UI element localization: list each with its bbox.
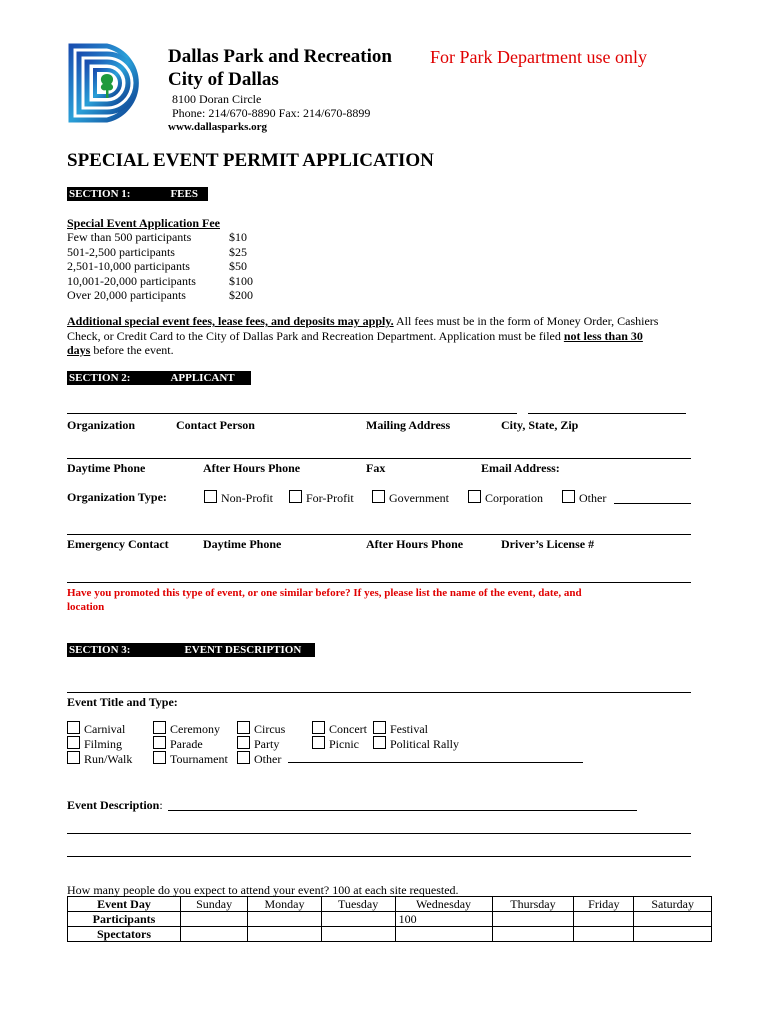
checkbox[interactable] xyxy=(312,736,325,749)
event-title-line[interactable] xyxy=(67,692,691,693)
label-city-state-zip: City, State, Zip xyxy=(501,418,579,432)
table-cell[interactable] xyxy=(321,912,395,927)
promoted-line[interactable] xyxy=(67,582,691,583)
fees-note: Additional special event fees, lease fees, and deposits may apply. All fees must be in the form of Money Order, Cashiers Check, or Credit Card to the City of Dallas Park and Recreation Department. Application must be filed not less than 30 days before the event. xyxy=(67,314,659,357)
row-label-spectators: Spectators xyxy=(68,927,181,942)
table-row xyxy=(68,912,712,927)
event-type-carnival[interactable]: Carnival xyxy=(67,721,132,736)
event-description-line-2[interactable] xyxy=(67,833,691,834)
table-cell[interactable] xyxy=(492,927,574,942)
label-emergency-contact: Emergency Contact xyxy=(67,537,169,551)
event-types-col2 xyxy=(153,721,228,766)
org-type-government[interactable]: Government xyxy=(372,490,449,506)
checkbox[interactable] xyxy=(153,721,166,734)
checkbox[interactable] xyxy=(372,490,385,503)
event-type-other-line[interactable] xyxy=(288,762,583,763)
checkbox[interactable] xyxy=(153,751,166,764)
event-type-ceremony[interactable]: Ceremony xyxy=(153,721,228,736)
fee-row: Few than 500 participants $10 xyxy=(67,230,247,244)
applicant-row2-line[interactable] xyxy=(67,458,691,459)
checkbox[interactable] xyxy=(237,736,250,749)
label-organization: Organization xyxy=(67,418,135,432)
header-event-day: Event Day xyxy=(68,897,181,912)
label-daytime-phone: Daytime Phone xyxy=(67,461,146,475)
label-emergency-after-hours-phone: After Hours Phone xyxy=(366,537,464,551)
table-cell[interactable] xyxy=(248,927,321,942)
checkbox[interactable] xyxy=(237,721,250,734)
label-after-hours-phone: After Hours Phone xyxy=(203,461,301,475)
checkbox[interactable] xyxy=(237,751,250,764)
applicant-row3-line[interactable] xyxy=(67,534,691,535)
event-type-run-walk[interactable]: Run/Walk xyxy=(67,751,132,766)
label-email-address: Email Address: xyxy=(481,461,560,475)
table-cell[interactable]: 100 xyxy=(395,912,492,927)
table-cell[interactable] xyxy=(181,912,248,927)
checkbox[interactable] xyxy=(289,490,302,503)
dallas-parks-logo xyxy=(67,42,149,124)
table-cell[interactable] xyxy=(492,912,574,927)
section-3-number: SECTION 3: xyxy=(69,644,131,656)
label-fax: Fax xyxy=(366,461,386,475)
section-2-name: APPLICANT xyxy=(170,372,235,384)
phone-fax: Phone: 214/670-8890 Fax: 214/670-8899 xyxy=(172,106,371,120)
section-1-number: SECTION 1: xyxy=(69,188,131,200)
checkbox[interactable] xyxy=(67,721,80,734)
fee-row: 10,001-20,000 participants $100 xyxy=(67,273,253,288)
org-type-other-line[interactable] xyxy=(614,503,691,504)
label-organization-type: Organization Type: xyxy=(67,490,167,504)
table-cell[interactable] xyxy=(248,912,321,927)
event-type-circus[interactable]: Circus xyxy=(237,721,285,736)
row-label-participants: Participants xyxy=(68,912,181,927)
event-type-concert[interactable]: Concert xyxy=(312,721,367,736)
table-cell[interactable] xyxy=(574,927,634,942)
event-type-tournament[interactable]: Tournament xyxy=(153,751,228,766)
section-3-name: EVENT DESCRIPTION xyxy=(184,644,302,656)
event-type-parade[interactable]: Parade xyxy=(153,736,228,751)
section-1-name: FEES xyxy=(170,188,198,200)
section-3-header xyxy=(67,643,315,657)
section-2-number: SECTION 2: xyxy=(69,372,131,384)
table-cell[interactable] xyxy=(574,912,634,927)
org-name: Dallas Park and Recreation xyxy=(168,46,392,67)
section-2-header xyxy=(67,371,251,385)
table-cell[interactable] xyxy=(181,927,248,942)
event-type-political-rally[interactable]: Political Rally xyxy=(373,736,459,751)
checkbox[interactable] xyxy=(373,736,386,749)
header-sunday: Sunday xyxy=(181,897,248,912)
checkbox[interactable] xyxy=(67,751,80,764)
document-title: SPECIAL EVENT PERMIT APPLICATION xyxy=(67,150,434,171)
table-cell[interactable] xyxy=(634,912,712,927)
park-dept-notice: For Park Department use only xyxy=(430,47,647,67)
table-cell[interactable] xyxy=(395,927,492,942)
checkbox[interactable] xyxy=(468,490,481,503)
applicant-row1-line[interactable] xyxy=(67,413,517,414)
fee-row: 501-2,500 participants $25 xyxy=(67,244,247,259)
event-type-party[interactable]: Party xyxy=(237,736,285,751)
table-row xyxy=(68,927,712,942)
promoted-question: Have you promoted this type of event, or one similar before? If yes, please list the name of the event, date, and location xyxy=(67,587,582,613)
header-friday: Friday xyxy=(574,897,634,912)
event-type-filming[interactable]: Filming xyxy=(67,736,132,751)
city-name: City of Dallas xyxy=(168,69,279,90)
table-row xyxy=(68,897,712,912)
event-type-festival[interactable]: Festival xyxy=(373,721,459,736)
city-state-zip-line[interactable] xyxy=(528,413,686,414)
event-type-other[interactable]: Other xyxy=(237,751,285,766)
table-cell[interactable] xyxy=(634,927,712,942)
event-type-picnic[interactable]: Picnic xyxy=(312,736,367,751)
label-drivers-license: Driver’s License # xyxy=(501,537,595,551)
fee-heading: Special Event Application Fee xyxy=(67,216,220,230)
fee-row: 2,501-10,000 participants $50 xyxy=(67,259,247,273)
checkbox[interactable] xyxy=(373,721,386,734)
label-emergency-daytime-phone: Daytime Phone xyxy=(203,537,282,551)
org-type-other[interactable]: Other xyxy=(562,490,606,506)
attendance-table xyxy=(67,896,712,942)
address: 8100 Doran Circle xyxy=(172,92,262,106)
event-description-line-1[interactable] xyxy=(168,810,637,811)
checkbox[interactable] xyxy=(562,490,575,503)
label-mailing-address: Mailing Address xyxy=(366,418,451,432)
checkbox[interactable] xyxy=(153,736,166,749)
header-monday: Monday xyxy=(248,897,321,912)
label-event-title-type: Event Title and Type: xyxy=(67,695,178,709)
checkbox[interactable] xyxy=(67,736,80,749)
checkbox[interactable] xyxy=(204,490,217,503)
event-types-col3 xyxy=(237,721,285,766)
header-thursday: Thursday xyxy=(492,897,574,912)
fee-table xyxy=(67,230,253,303)
table-cell[interactable] xyxy=(321,927,395,942)
event-types-col5 xyxy=(373,721,459,751)
section-1-header xyxy=(67,187,208,201)
org-type-for-profit[interactable]: For-Profit xyxy=(289,490,354,506)
org-type-corporation[interactable]: Corporation xyxy=(468,490,543,506)
attendance-question: How many people do you expect to attend your event? 100 at each site requested. xyxy=(67,883,459,897)
org-type-non-profit[interactable]: Non-Profit xyxy=(204,490,273,506)
event-types-col4 xyxy=(312,721,367,751)
event-description-line-3[interactable] xyxy=(67,856,691,857)
label-event-description: Event Description: xyxy=(67,798,163,812)
header-wednesday: Wednesday xyxy=(395,897,492,912)
header-saturday: Saturday xyxy=(634,897,712,912)
header-tuesday: Tuesday xyxy=(321,897,395,912)
checkbox[interactable] xyxy=(312,721,325,734)
website[interactable]: www.dallasparks.org xyxy=(168,121,268,133)
event-types-col1 xyxy=(67,721,132,766)
label-contact-person: Contact Person xyxy=(176,418,255,432)
fee-row: Over 20,000 participants $200 xyxy=(67,288,253,302)
